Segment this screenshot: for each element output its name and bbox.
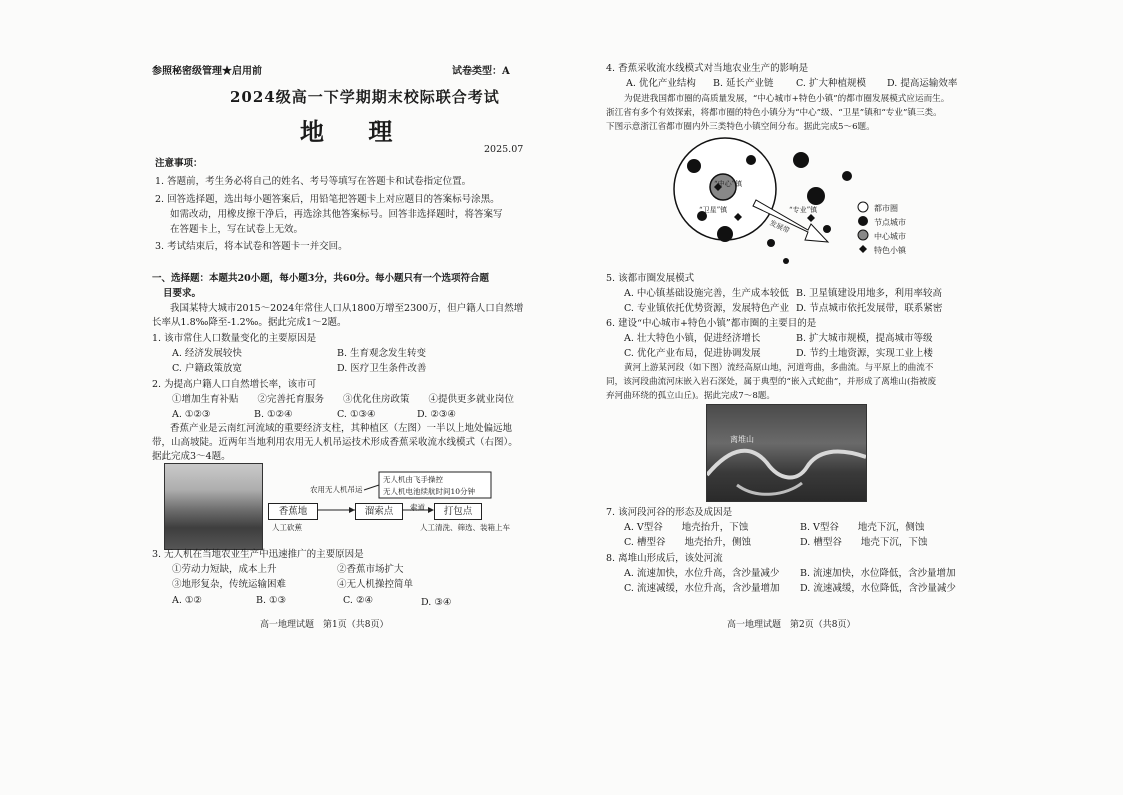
- option: B. V型谷 地壳下沉，侧蚀: [800, 522, 925, 533]
- option: C. 流速减缓，水位升高，含沙量增加: [624, 583, 780, 594]
- option: A. V型谷 地壳抬升，下蚀: [624, 522, 749, 533]
- subject-title: 地 理: [300, 117, 411, 146]
- option: A. 优化产业结构: [626, 78, 696, 89]
- option-item: ④无人机操控简单: [337, 579, 414, 590]
- option: A. 壮大特色小镇，促进经济增长: [624, 333, 761, 344]
- node-city: [793, 152, 809, 168]
- zipline-point-box: 溜索点: [355, 503, 403, 520]
- notice-item: 3. 考试结束后，将本试卷和答题卡一并交回。: [155, 241, 348, 252]
- note-pointer: [364, 485, 379, 490]
- option: D. 提高运输效率: [887, 78, 958, 89]
- option: A. 中心镇基础设施完善，生产成本较低: [624, 288, 789, 299]
- notice-title: 注意事项：: [155, 158, 203, 169]
- specialized-town-label: “专业”镇: [789, 206, 818, 214]
- passage-text: 香蕉产业是云南红河流域的重要经济支柱，其种植区（左图）一半以上地处偏远地: [170, 423, 513, 434]
- option: B. 卫星镇建设用地多，利用率较高: [796, 288, 943, 299]
- passage-text: 下图示意浙江省都市圈内外三类特色小镇空间分布。据此完成5～6题。: [606, 122, 875, 132]
- passage-text: 带，山高坡陡。近两年当地利用农用无人机吊运技术形成香蕉采收流水线模式（右图）。: [152, 437, 518, 448]
- isolated-hill-label: 离堆山: [730, 435, 754, 444]
- option-item: ①劳动力短缺，成本上升: [172, 564, 277, 575]
- option: B. ①③: [256, 595, 287, 606]
- confidentiality-label: 参照秘密级管理★启用前: [152, 66, 262, 77]
- question-stem: 7. 该河段河谷的形态及成因是: [606, 507, 733, 518]
- legend-symbols: [856, 201, 870, 257]
- question-stem: 6. 建设“中心城市+特色小镇”都市圈的主要目的是: [606, 318, 817, 329]
- option: C. 槽型谷 地壳抬升，侧蚀: [624, 537, 751, 548]
- node-city: [823, 225, 831, 233]
- drone-note: 无人机由飞手操控: [383, 475, 443, 484]
- notice-item: 如需改动，用橡皮擦干净后，再选涂其他答案标号。回答非选择题时，将答案写: [170, 209, 503, 220]
- page-footer: 高一地理试题 第2页（共8页）: [727, 620, 856, 630]
- option: A. ①②: [172, 595, 202, 606]
- node-city: [767, 239, 775, 247]
- development-belt-label: 发展带: [768, 218, 791, 236]
- banana-field-box: 香蕉地: [268, 503, 318, 520]
- legend-label: 节点城市: [874, 218, 906, 227]
- page-footer: 高一地理试题 第1页（共8页）: [260, 620, 389, 630]
- option: B. ①②④: [254, 409, 293, 420]
- option-item: ②香蕉市场扩大: [337, 564, 404, 575]
- question-stem: 4. 香蕉采收流水线模式对当地农业生产的影响是: [606, 63, 809, 74]
- meander-river-shape: [707, 405, 866, 501]
- option: D. 流速减缓，水位降低，含沙量减少: [800, 583, 956, 594]
- exam-date: 2025.07: [484, 144, 524, 155]
- question-stem: 2. 为提高户籍人口自然增长率，该市可: [152, 379, 317, 390]
- node-city: [746, 155, 756, 165]
- passage-text: 我国某特大城市2015～2024年常住人口从1800万增至2300万，但户籍人口自然增: [170, 303, 524, 314]
- passage-text: 为促进我国都市圈的高质量发展，“中心城市+特色小镇”的都市圈发展模式应运而生。: [624, 94, 950, 104]
- flow-sublabel: 人工砍蕉: [272, 523, 302, 532]
- passage-text: 弃河曲环绕的孤立山丘)。据此完成7～8题。: [606, 391, 775, 401]
- node-city: [687, 159, 701, 173]
- satellite-town-label: “卫星”镇: [699, 206, 728, 214]
- question-stem: 5. 该都市圈发展模式: [606, 273, 695, 284]
- passage-text: 同，该河段曲流河床嵌入岩石深处，属于典型的“嵌入式蛇曲”，并形成了离堆山(指被废: [606, 377, 937, 387]
- option: D. 节点城市依托发展带，联系紧密: [796, 303, 943, 314]
- notice-item: 1. 答题前，考生务必将自己的姓名、考号等填写在答题卡和试卷指定位置。: [155, 176, 472, 187]
- node-city: [842, 171, 852, 181]
- option: B. 生育观念发生转变: [337, 348, 427, 359]
- legend-label: 特色小镇: [874, 246, 906, 255]
- option-items: ①增加生育补贴 ②完善托育服务 ③优化住房政策 ④提供更多就业岗位: [172, 394, 515, 405]
- question-stem: 1. 该市常住人口数量变化的主要原因是: [152, 333, 317, 344]
- option: A. ①②③: [172, 409, 211, 420]
- passage-text: 长率从1.8‰降至-1.2‰。据此完成1～2题。: [152, 317, 347, 328]
- option: C. ①③④: [337, 409, 376, 420]
- option: D. 槽型谷 地壳下沉，下蚀: [800, 537, 928, 548]
- option: A. 流速加快，水位升高，含沙量减少: [624, 568, 780, 579]
- option: A. 经济发展较快: [172, 348, 242, 359]
- passage-text: 黄河上游某河段（如下图）流经高原山地，河道弯曲，多曲流。与平原上的曲流不: [624, 363, 934, 373]
- option: D. ③④: [421, 597, 452, 608]
- option: C. 扩大种植规模: [796, 78, 866, 89]
- question-stem: 3. 无人机在当地农业生产中迅速推广的主要原因是: [152, 549, 364, 560]
- legend-label: 都市圈: [874, 204, 898, 213]
- option: D. 医疗卫生条件改善: [337, 363, 427, 374]
- passage-text: 浙江省有多个有效探索，将都市圈的特色小镇分为“中心”级、“卫星”镇和“专业”镇三类。: [606, 108, 942, 118]
- option: D. ②③④: [417, 409, 456, 420]
- option: D. 节约土地资源，实现工业上楼: [796, 348, 933, 359]
- notice-item: 2. 回答选择题，选出每小题答案后，用铅笔把答题卡上对应题目的答案标号涂黑。: [155, 194, 500, 205]
- exam-title: 2024级高一下学期期末校际联合考试: [230, 88, 500, 106]
- option: B. 扩大城市规模，提高城市等级: [796, 333, 933, 344]
- section-heading: 目要求。: [163, 288, 202, 299]
- banana-field-photo: [164, 463, 263, 550]
- flow-sublabel: 人工清洗、筛选、装箱上车: [420, 523, 510, 532]
- center-town-label: “中心”镇: [714, 180, 743, 188]
- option: B. 流速加快，水位降低，含沙量增加: [800, 568, 956, 579]
- node-city: [717, 226, 733, 242]
- notice-item: 在答题卡上，写在试卷上无效。: [170, 224, 304, 235]
- packing-point-box: 打包点: [434, 503, 482, 520]
- node-city: [783, 258, 789, 264]
- river-meander-photo: [706, 404, 867, 502]
- option-item: ③地形复杂，传统运输困难: [172, 579, 287, 590]
- option: C. 专业镇依托优势资源，发展特色产业: [624, 303, 789, 314]
- section-heading: 一、选择题：本题共20小题，每小题3分，共60分。每小题只有一个选项符合题: [152, 273, 490, 284]
- option: C. 优化产业布局，促进协调发展: [624, 348, 761, 359]
- option: B. 延长产业链: [713, 78, 774, 89]
- legend-label: 中心城市: [874, 232, 906, 241]
- node-city: [807, 187, 825, 205]
- paper-type-label: 试卷类型：A: [452, 66, 510, 77]
- question-stem: 8. 离堆山形成后，该处河流: [606, 553, 723, 564]
- passage-text: 据此完成3～4题。: [152, 451, 231, 462]
- town-marker: [807, 214, 815, 222]
- option: C. ②④: [343, 595, 374, 606]
- drone-note: 无人机电池续航时间10分钟: [383, 487, 476, 496]
- rope-label: 索道: [410, 503, 425, 512]
- option: C. 户籍政策放宽: [172, 363, 242, 374]
- drone-label: 农用无人机吊运: [310, 485, 363, 494]
